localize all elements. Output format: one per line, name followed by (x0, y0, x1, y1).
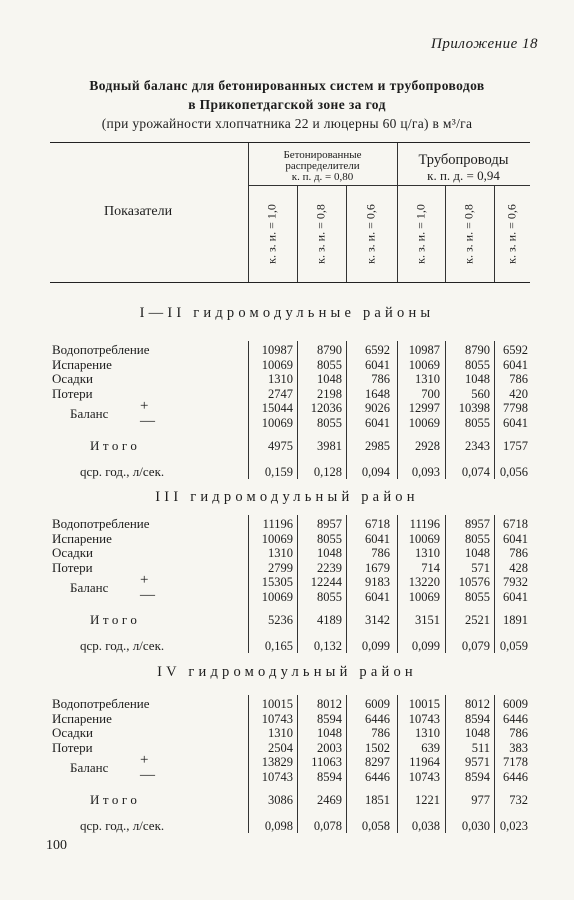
table-cell: 0,079 (461, 639, 490, 654)
table-cell: 0,098 (264, 819, 293, 834)
table-cell: 10069 (261, 357, 293, 372)
table-cell: 12244 (310, 575, 342, 590)
table-cell: 1310 (415, 372, 440, 387)
table-cell: 6041 (503, 416, 528, 430)
table-cell: 1757 (503, 438, 528, 453)
table-cell: 2239 (317, 560, 342, 575)
table-cell: 2343 (465, 438, 490, 453)
table-cell: 1048 (317, 372, 342, 387)
table-cell: 2985 (365, 438, 390, 453)
row-label: Испарение (52, 710, 112, 726)
table-cell: 8055 (465, 531, 490, 546)
table-cell: 786 (509, 372, 528, 387)
table-cell: 1048 (465, 546, 490, 561)
table-cell: 1310 (268, 372, 293, 387)
column-header: к. з. и. = 0,6 (363, 204, 378, 264)
table-cell: 0,074 (461, 465, 490, 480)
table-cell: 714 (421, 560, 440, 575)
table-cell: 9026 (365, 401, 390, 416)
table-cell: 15044 (261, 401, 293, 416)
table-cell: 700 (421, 386, 440, 401)
header-bottom-rule (50, 282, 530, 283)
table-cell: 6041 (365, 416, 390, 430)
row-label: Итого (90, 437, 141, 453)
table-cell: 4189 (317, 612, 342, 627)
table-cell: 8957 (465, 517, 490, 531)
table-cell: 8055 (465, 357, 490, 372)
table-cell: 8055 (465, 590, 490, 604)
column-header: к. з. и. = 0,6 (504, 204, 519, 264)
table-cell: 10015 (261, 697, 293, 711)
page-number: 100 (46, 838, 67, 853)
table-cell: 12036 (310, 401, 342, 416)
row-label: qср. год., л/сек. (80, 638, 165, 654)
table-cell: 10743 (261, 711, 293, 726)
row-label: Потери (52, 739, 93, 755)
table-cell: 8790 (317, 343, 342, 357)
table-cell: 10069 (408, 416, 440, 430)
table-cell: 10069 (261, 416, 293, 430)
column-header: к. з. и. = 1,0 (413, 204, 428, 264)
table-cell: 13829 (261, 755, 293, 770)
table-cell: 0,056 (499, 465, 528, 480)
table-cell: 6041 (503, 531, 528, 546)
table-cell: 6446 (365, 711, 390, 726)
table-cell: 1679 (365, 560, 390, 575)
table-cell: 10398 (458, 401, 490, 416)
table-cell: 8594 (317, 711, 342, 726)
table-cell: 6041 (365, 531, 390, 546)
table-cell: 0,023 (499, 819, 528, 834)
table-cell: 6718 (503, 517, 528, 531)
table-cell: 2799 (268, 560, 293, 575)
table-title-line1: Водный баланс для бетонированных систем и трубопроводов (89, 78, 485, 93)
table-cell: 2504 (268, 740, 293, 755)
table-cell: 2521 (465, 612, 490, 627)
section-title: III гидромодульный район (155, 489, 419, 505)
table-cell: 7178 (503, 755, 528, 770)
table-cell: 11196 (262, 517, 293, 531)
row-label: Баланс (70, 406, 109, 422)
table-cell: 1048 (465, 372, 490, 387)
table-cell: 0,059 (499, 639, 528, 654)
table-cell: 6009 (365, 697, 390, 711)
table-cell: 8957 (317, 517, 342, 531)
row-label: Осадки (52, 545, 93, 561)
table-cell: 10069 (408, 590, 440, 604)
row-label: Водопотребление (52, 516, 150, 531)
table-cell: 6041 (503, 590, 528, 604)
group2-line1: Трубопроводы (418, 152, 509, 168)
row-label: Баланс (70, 760, 109, 776)
group2-header (397, 153, 530, 183)
table-cell: 2469 (317, 792, 342, 807)
table-cell: 1648 (365, 386, 390, 401)
table-cell: 0,132 (313, 639, 342, 654)
table-cell: 6718 (365, 517, 390, 531)
column-header: к. з. и. = 0,8 (313, 204, 328, 264)
table-cell: 639 (421, 740, 440, 755)
table-cell: 9183 (365, 575, 390, 590)
table-cell: 511 (471, 740, 490, 755)
appendix-label: Приложение 18 (431, 36, 538, 52)
table-cell: 786 (371, 726, 390, 741)
table-cell: 0,094 (361, 465, 390, 480)
table-cell: 6446 (503, 711, 528, 726)
table-cell: 1891 (503, 612, 528, 627)
table-cell: 0,058 (361, 819, 390, 834)
row-label: qср. год., л/сек. (80, 464, 165, 480)
table-cell: 1048 (317, 726, 342, 741)
group1-line1: Бетонированные (283, 149, 362, 161)
table-cell: 4975 (268, 438, 293, 453)
table-cell: 3086 (268, 792, 293, 807)
row-label: qср. год., л/сек. (80, 818, 165, 834)
header-col-divider (346, 186, 347, 282)
header-top-rule (50, 142, 530, 143)
table-cell: 1310 (415, 546, 440, 561)
table-cell: 7932 (503, 575, 528, 590)
group2-line2: к. п. д. = 0,94 (427, 168, 500, 183)
table-cell: 0,099 (361, 639, 390, 654)
row-label: Потери (52, 559, 93, 575)
table-cell: 2198 (317, 386, 342, 401)
table-cell: 6446 (503, 770, 528, 784)
table-cell: 8594 (465, 711, 490, 726)
minus-sign: — (140, 587, 155, 603)
table-cell: 2003 (317, 740, 342, 755)
table-cell: 6041 (365, 357, 390, 372)
table-cell: 10743 (408, 711, 440, 726)
table-cell: 0,099 (411, 639, 440, 654)
table-cell: 786 (371, 546, 390, 561)
table-cell: 8055 (317, 357, 342, 372)
table-cell: 3981 (317, 438, 342, 453)
table-cell: 1502 (365, 740, 390, 755)
table-cell: 8055 (317, 531, 342, 546)
table-cell: 428 (509, 560, 528, 575)
table-cell: 12997 (408, 401, 440, 416)
group1-line2: распределители (285, 160, 360, 172)
row-label: Осадки (52, 725, 93, 741)
table-cell: 11964 (409, 755, 440, 770)
table-cell: 0,128 (313, 465, 342, 480)
header-group-rule (248, 185, 530, 186)
table-cell: 1048 (465, 726, 490, 741)
table-cell: 8012 (317, 697, 342, 711)
table-cell: 8594 (465, 770, 490, 784)
table-cell: 8594 (317, 770, 342, 784)
table-cell: 13220 (408, 575, 440, 590)
table-cell: 560 (471, 386, 490, 401)
header-col-divider (494, 186, 495, 282)
row-label: Потери (52, 385, 93, 401)
table-cell: 10576 (458, 575, 490, 590)
table-cell: 2747 (268, 386, 293, 401)
table-cell: 0,038 (411, 819, 440, 834)
header-col-divider (297, 186, 298, 282)
table-cell: 977 (471, 792, 490, 807)
row-label: Испарение (52, 356, 112, 372)
table-cell: 10069 (261, 531, 293, 546)
minus-sign: — (140, 767, 155, 783)
table-cell: 0,093 (411, 465, 440, 480)
table-cell: 6009 (503, 697, 528, 711)
table-cell: 7798 (503, 401, 528, 416)
table-cell: 383 (509, 740, 528, 755)
table-cell: 8790 (465, 343, 490, 357)
table-cell: 0,030 (461, 819, 490, 834)
table-cell: 8055 (465, 416, 490, 430)
table-cell: 10015 (408, 697, 440, 711)
plus-sign: + (140, 572, 149, 589)
table-cell: 8055 (317, 590, 342, 604)
table-cell: 1310 (268, 726, 293, 741)
table-cell: 2928 (415, 438, 440, 453)
table-cell: 571 (471, 560, 490, 575)
table-cell: 786 (371, 372, 390, 387)
plus-sign: + (140, 752, 149, 769)
column-header: к. з. и. = 1,0 (264, 204, 279, 264)
table-cell: 6592 (365, 343, 390, 357)
table-cell: 1851 (365, 792, 390, 807)
table-cell: 8055 (317, 416, 342, 430)
indicators-header: Показатели (104, 204, 173, 219)
table-cell: 1310 (268, 546, 293, 561)
table-cell: 420 (509, 386, 528, 401)
section-title: IV гидромодульный район (157, 664, 417, 680)
table-cell: 9571 (465, 755, 490, 770)
table-cell: 0,159 (264, 465, 293, 480)
table-cell: 6041 (503, 357, 528, 372)
plus-sign: + (140, 398, 149, 415)
table-cell: 0,078 (313, 819, 342, 834)
table-cell: 8012 (465, 697, 490, 711)
table-cell: 786 (509, 726, 528, 741)
row-label: Испарение (52, 530, 112, 546)
minus-sign: — (140, 413, 155, 429)
row-label: Осадки (52, 371, 93, 387)
table-cell: 6041 (365, 590, 390, 604)
table-cell: 10069 (408, 531, 440, 546)
group1-line3: к. п. д. = 0,80 (291, 171, 354, 183)
table-title-line2: в Прикопетдагской зоне за год (188, 97, 386, 112)
section-title: I—II гидромодульные районы (139, 305, 435, 321)
row-label: Итого (90, 791, 141, 807)
table-cell: 732 (509, 792, 528, 807)
table-cell: 10987 (408, 343, 440, 357)
table-cell: 10987 (261, 343, 293, 357)
column-header: к. з. и. = 0,8 (461, 204, 476, 264)
header-col-divider (445, 186, 446, 282)
table-cell: 1310 (415, 726, 440, 741)
table-cell: 10069 (408, 357, 440, 372)
table-cell: 8297 (365, 755, 390, 770)
table-cell: 11196 (409, 517, 440, 531)
table-cell: 6446 (365, 770, 390, 784)
table-cell: 5236 (268, 612, 293, 627)
row-label: Итого (90, 611, 141, 627)
table-cell: 1221 (415, 792, 440, 807)
table-cell: 10743 (408, 770, 440, 784)
row-label: Баланс (70, 580, 109, 596)
table-cell: 10743 (261, 770, 293, 784)
table-cell: 0,165 (264, 639, 293, 654)
table-cell: 10069 (261, 590, 293, 604)
table-cell: 11063 (311, 755, 342, 770)
table-cell: 3142 (365, 612, 390, 627)
table-cell: 6592 (503, 343, 528, 357)
row-label: Водопотребление (52, 696, 150, 711)
table-cell: 1048 (317, 546, 342, 561)
table-subtitle: (при урожайности хлопчатника 22 и люцерны 60 ц/га) в м³/га (101, 116, 473, 131)
table-cell: 786 (509, 546, 528, 561)
table-cell: 15305 (261, 575, 293, 590)
group1-header (248, 150, 397, 183)
row-label: Водопотребление (52, 342, 150, 357)
table-cell: 3151 (415, 612, 440, 627)
